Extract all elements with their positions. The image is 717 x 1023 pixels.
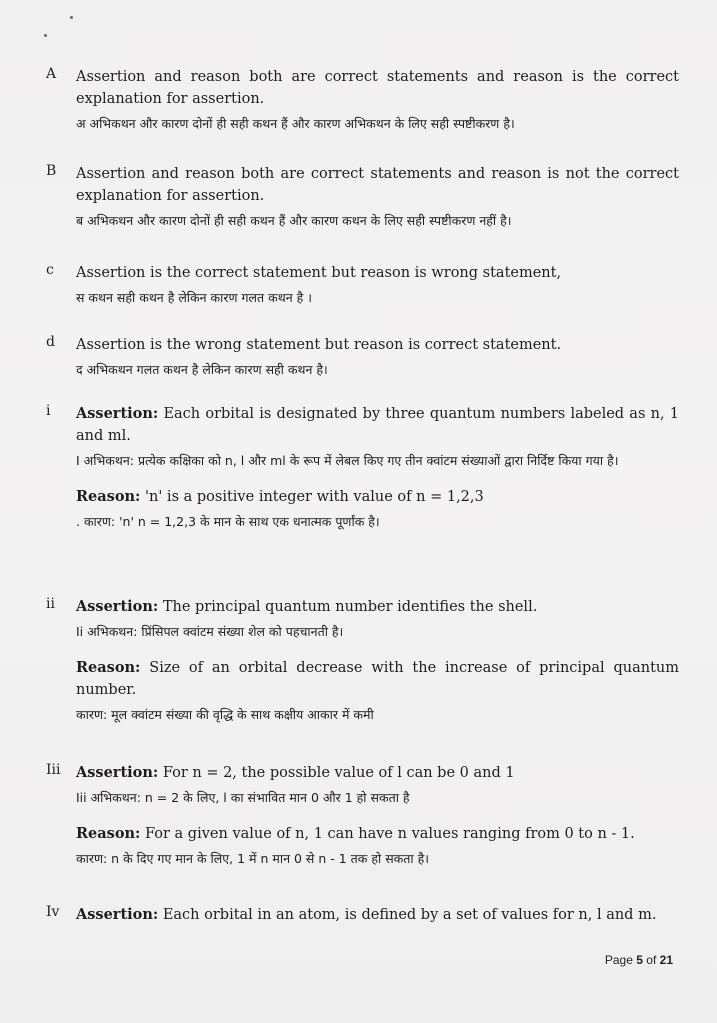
reason-en [76, 823, 679, 845]
assertion-en [76, 762, 679, 784]
option-label: B [46, 163, 57, 179]
reason-hi: . कारण: 'n' n = 1,2,3 के मान के साथ एक धनात्मक पूर्णांक है। [76, 514, 380, 529]
option-label: c [46, 262, 54, 278]
question-label: ii [46, 596, 55, 612]
reason-hi: कारण: n के दिए गए मान के लिए, 1 में n मान 0 से n - 1 तक हो सकता है। [76, 851, 429, 866]
assertion-text: Each orbital in an atom, is defined by a set of values for n, l and m. [162, 907, 657, 923]
option-text-hi: ब अभिकथन और कारण दोनों ही सही कथन हैं और कारण कथन के लिए सही स्पष्टीकरण नहीं है। [76, 213, 512, 228]
reason-hi: कारण: मूल क्वांटम संख्या की वृद्धि के साथ कक्षीय आकार में कमी [76, 707, 374, 722]
page-of: of [646, 953, 657, 967]
assertion-text: Each orbital is designated by three quantum numbers labeled as n, 1 and ml. [76, 406, 679, 444]
assertion-key: Assertion: [76, 598, 159, 615]
reason-key: Reason: [76, 659, 141, 676]
option-text-en: Assertion is the correct statement but reason is wrong statement, [76, 265, 562, 281]
assertion-key: Assertion: [76, 764, 159, 781]
speck [70, 16, 73, 19]
reason-en [76, 486, 679, 508]
option-text-hi: अ अभिकथन और कारण दोनों ही सही कथन हैं और कारण अभिकथन के लिए सही स्पष्टीकरण है। [76, 116, 515, 131]
option-text-en: Assertion and reason both are correct statements and reason is not the correct explanation for assertion. [76, 166, 679, 204]
reason-text: For a given value of n, 1 can have n values ranging from 0 to n - 1. [145, 826, 635, 842]
speck [44, 34, 47, 37]
current-page: 5 [636, 953, 643, 967]
option-label: A [46, 66, 57, 82]
reason-en [76, 657, 679, 701]
question-label: i [46, 403, 51, 419]
page-prefix: Page [604, 953, 633, 967]
assertion-hi: Ii अभिकथन: प्रिंसिपल क्वांटम संख्या शेल को पहचानती है। [76, 624, 344, 639]
assertion-key: Assertion: [76, 906, 159, 923]
assertion-hi: Iii अभिकथन: n = 2 के लिए, l का संभावित मान 0 और 1 हो सकता है [76, 790, 410, 805]
assertion-text: The principal quantum number identifies the shell. [162, 599, 538, 615]
assertion-en [76, 403, 679, 447]
option-text-en: Assertion and reason both are correct statements and reason is the correct explanation for assertion. [76, 69, 679, 107]
question-label: Iii [46, 762, 61, 778]
option-text-en: Assertion is the wrong statement but reason is correct statement. [76, 337, 562, 353]
assertion-hi: I अभिकथन: प्रत्येक कक्षिका को n, l और ml के रूप में लेबल किए गए तीन क्वांटम संख्याओं द्वारा निर्दिष्ट किया गया है। [76, 453, 619, 468]
reason-key: Reason: [76, 488, 141, 505]
reason-key: Reason: [76, 825, 141, 842]
reason-text: 'n' is a positive integer with value of n = 1,2,3 [145, 489, 484, 505]
assertion-en [76, 904, 679, 926]
page-number [605, 953, 673, 967]
assertion-en [76, 596, 679, 618]
question-label: Iv [46, 904, 60, 920]
option-text-hi: स कथन सही कथन है लेकिन कारण गलत कथन है । [76, 290, 312, 305]
option-label: d [46, 334, 55, 350]
total-pages: 21 [659, 953, 673, 967]
assertion-text: For n = 2, the possible value of l can be 0 and 1 [162, 765, 515, 781]
assertion-key: Assertion: [76, 405, 159, 422]
reason-text: Size of an orbital decrease with the increase of principal quantum number. [76, 660, 680, 698]
option-text-hi: द अभिकथन गलत कथन है लेकिन कारण सही कथन है। [76, 362, 328, 377]
